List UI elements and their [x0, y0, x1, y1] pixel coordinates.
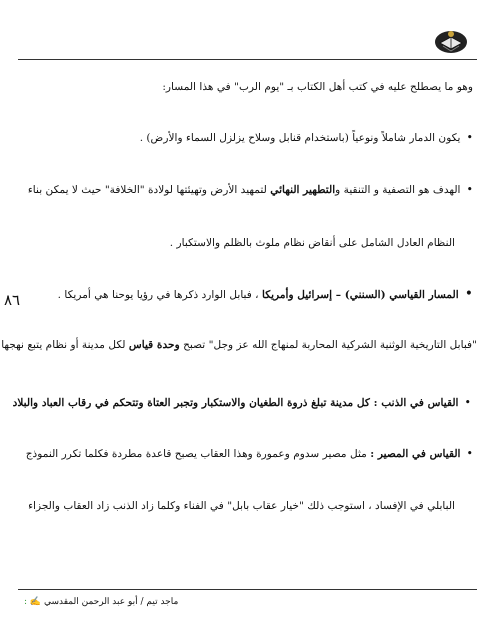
bullet-2-text-a: الهدف هو التصفية و التنقية و	[335, 184, 461, 196]
footer-rule	[18, 589, 477, 590]
bullet-5-bold: القياس في المصير :	[370, 448, 461, 460]
bullet-item-4	[14, 396, 471, 410]
paragraph-text-b: لكل مدينة أو نظام يتبع نهجها	[1, 339, 129, 351]
bullet-item-1	[22, 131, 473, 145]
paragraph-line	[1, 338, 477, 352]
bullet-1-text: يكون الدمار شاملاً ونوعياً (باستخدام قنابل وسلاح يزلزل السماء والأرض) .	[139, 132, 461, 144]
page-number: ٨٦	[4, 291, 21, 309]
bullet-4-bold: القياس في الذنب : كل مدينة تبلغ ذروة الطغيان والاستكبار وتجبر العتاة وتتحكم في رقاب العباد والبلاد	[12, 397, 459, 409]
pen-icon: ✍ :	[24, 597, 42, 607]
bullet-dot-icon: •	[466, 447, 473, 460]
paragraph-bold: وحدة قياس	[128, 339, 180, 351]
bullet-item-2	[22, 183, 473, 197]
bullet-2-text-b: لتمهيد الأرض وتهيئتها لولادة "الخلافة" حيث لا يمكن بناء	[27, 184, 271, 196]
header-rule	[18, 59, 477, 60]
bullet-5-continuation: البابلي في الإفساد ، استوجب ذلك "خيار عقاب بابل" في الفناء وكلما زاد الذنب زاد العقاب والجزاء	[28, 500, 455, 512]
paragraph-text-a: "فبابل التاريخية الوثنية الشركية المحاربة لمنهاج الله عز وجل" تصبح	[179, 339, 477, 351]
bullet-3-text: ، فبابل الوارد ذكرها في رؤيا يوحنا هي أمريكا .	[57, 289, 262, 301]
bullet-dot-icon: •	[464, 286, 473, 302]
bullet-dot-icon: •	[466, 183, 473, 196]
bullet-item-3	[22, 287, 473, 302]
bullet-dot-icon: •	[464, 396, 471, 409]
footer-text: ماجد تيم / أبو عبد الرحمن المقدسي	[43, 597, 179, 607]
footer-author	[20, 597, 178, 607]
intro-line: وهو ما يصطلح عليه في كتب أهل الكتاب بـ "يوم الرب" في هذا المسار:	[162, 81, 473, 93]
bullet-dot-icon: •	[466, 131, 473, 144]
book-emblem-icon	[434, 27, 468, 55]
bullet-3-bold: المسار القياسي (السنني) – إسرائيل وأمريكا	[261, 289, 459, 301]
bullet-2-bold: التطهير النهائي	[270, 184, 336, 196]
bullet-item-5	[22, 447, 473, 461]
bullet-2-continuation: النظام العادل الشامل على أنقاض نظام ملوث بالظلم والاستكبار .	[169, 237, 455, 249]
bullet-5-text: مثل مصير سدوم وعمورة وهذا العقاب يصبح قاعدة مطردة فكلما تكرر النموذج	[25, 448, 371, 460]
